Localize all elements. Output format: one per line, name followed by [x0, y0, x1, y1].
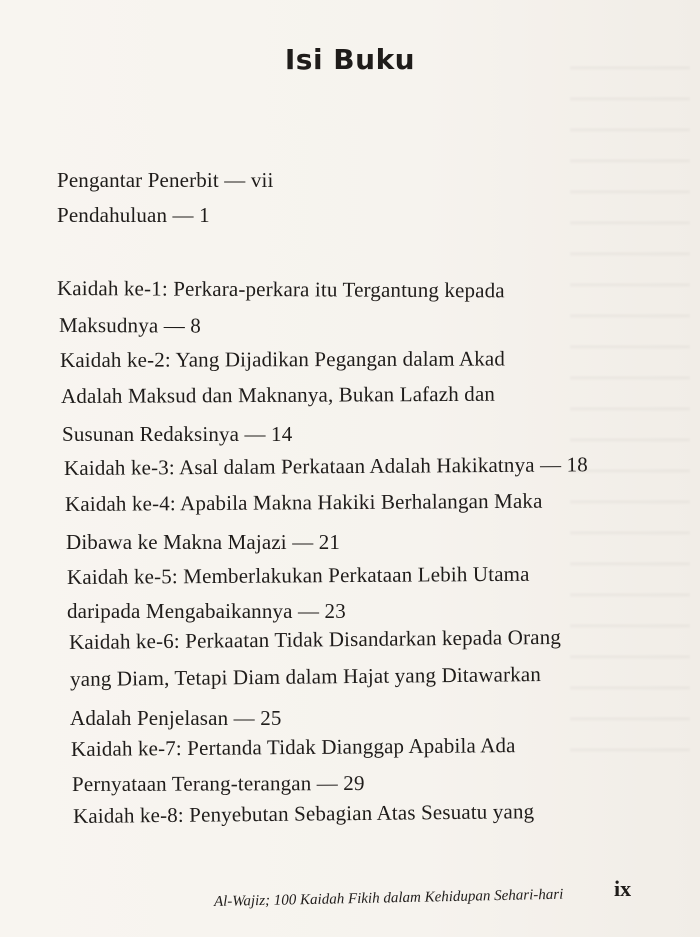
toc-line: Kaidah ke-7: Pertanda Tidak Dianggap Apabila Ada	[70, 733, 516, 761]
toc-line: Kaidah ke-5: Memberlakukan Perkataan Lebih Utama	[66, 561, 530, 589]
toc-line: Kaidah ke-8: Penyebutan Sebagian Atas Sesuatu yang	[72, 799, 535, 828]
toc-line: yang Diam, Tetapi Diam dalam Hajat yang Ditawarkan	[69, 662, 542, 691]
running-footer-book-title: Al-Wajiz; 100 Kaidah Fikih dalam Kehidupan Sehari-hari	[213, 886, 564, 910]
page-number: ix	[614, 876, 632, 901]
toc-line: Kaidah ke-3: Asal dalam Perkataan Adalah Hakikatnya — 18	[63, 452, 588, 480]
toc-line: Kaidah ke-6: Perkaatan Tidak Disandarkan kepada Orang	[68, 624, 562, 654]
toc-line: Dibawa ke Makna Majazi — 21	[66, 530, 341, 554]
toc-line: Pengantar Penerbit — vii	[57, 168, 274, 192]
toc-line: daripada Mengabaikannya — 23	[67, 599, 346, 623]
page-title: Isi Buku	[284, 43, 416, 76]
toc-line: Adalah Maksud dan Maknanya, Bukan Lafazh dan	[60, 381, 496, 408]
toc-line: Pendahuluan — 1	[57, 203, 210, 227]
toc-line: Kaidah ke-4: Apabila Makna Hakiki Berhalangan Maka	[64, 488, 543, 516]
toc-line: Maksudnya — 8	[58, 313, 201, 338]
toc-line: Pernyataan Terang-terangan — 29	[71, 770, 365, 796]
toc-line: Kaidah ke-1: Perkara-perkara itu Tergantung kepada	[56, 276, 505, 303]
toc-line: Adalah Penjelasan — 25	[70, 706, 282, 730]
toc-line: Susunan Redaksinya — 14	[62, 422, 293, 446]
toc-line: Kaidah ke-2: Yang Dijadikan Pegangan dalam Akad	[59, 346, 506, 372]
